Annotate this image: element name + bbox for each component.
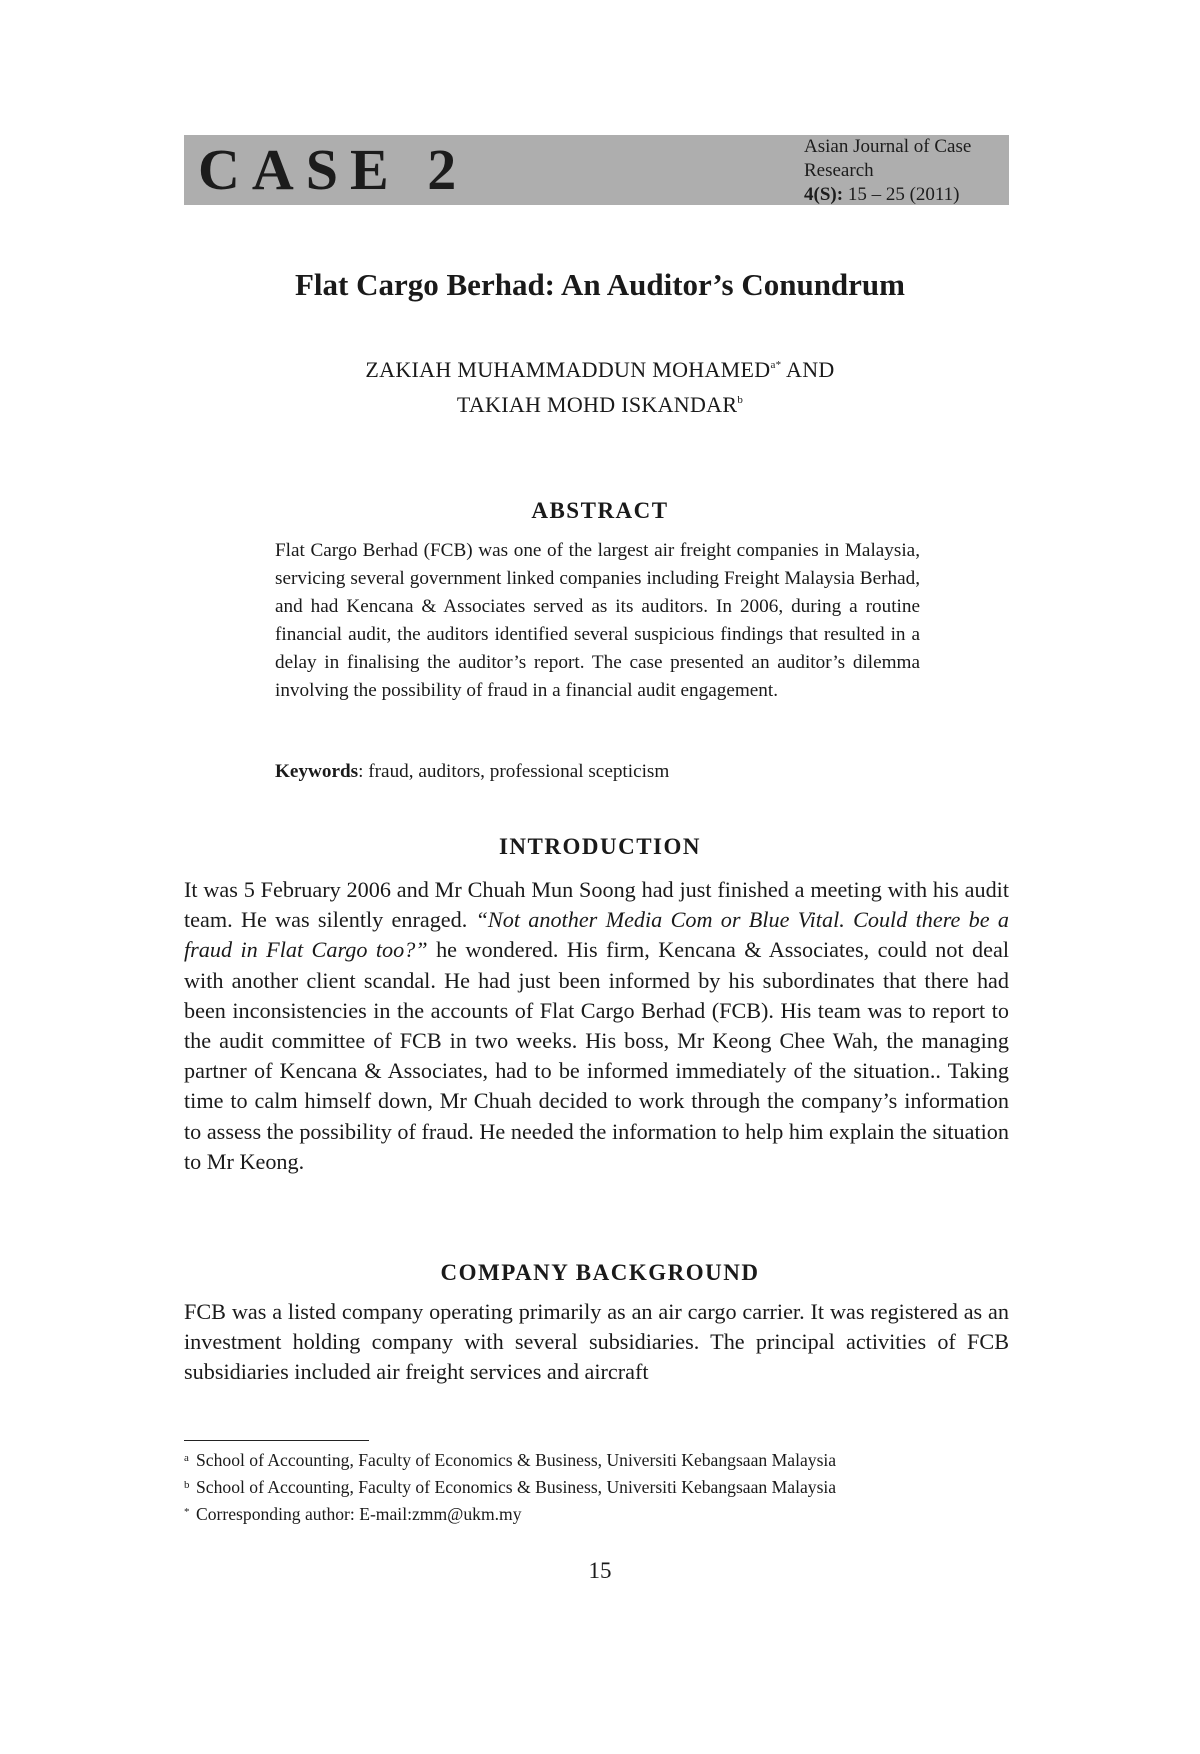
case-header-band (184, 135, 1009, 205)
paper-title: Flat Cargo Berhad: An Auditor’s Conundrum (294, 267, 905, 302)
footnote (184, 1500, 1009, 1527)
footnote-text: School of Accounting, Faculty of Economics & Business, Universiti Kebangsaan Malaysia (196, 1450, 837, 1470)
footnotes (184, 1446, 1009, 1527)
journal-volume: 4(S): (804, 184, 844, 205)
keywords-label: Keywords (275, 761, 359, 782)
journal-info (804, 135, 1004, 207)
introduction-body (184, 875, 1009, 1177)
journal-citation (804, 183, 1004, 207)
journal-name: Asian Journal of Case Research (804, 136, 972, 181)
author-line-1 (0, 350, 1200, 385)
introduction-text-end: he wondered. His firm, Kencana & Associates, could not deal with another client scandal. He had just been informed by his subordinates that there had been inconsistencies in the accounts of Flat Cargo Berhad (FCB). His team was to report to the audit committee of FCB in two weeks. His boss, Mr Keong Chee Wah, the managing partner of Kencana & Associates, had to be informed immediately of the situation.. Taking time to calm himself down, Mr Chuah decided to work through the company’s information to assess the possibility of fraud. He needed the information to help him explain the situation to Mr Keong. (184, 937, 1009, 1174)
abstract-body: Flat Cargo Berhad (FCB) was one of the largest air freight companies in Malaysia, servicing several government linked companies including Freight Malaysia Berhad, and had Kencana & Associates served as its auditors. In 2006, during a routine financial audit, the auditors identified several suspicious findings that resulted in a delay in finalising the auditor’s report. The case presented an auditor’s dilemma involving the possibility of fraud in a financial audit engagement. (275, 540, 920, 701)
page-number: 15 (588, 1558, 612, 1583)
author-line-2 (0, 385, 1200, 420)
author-list (0, 350, 1200, 420)
case-label: CASE 2 (198, 137, 469, 202)
company-background-heading: COMPANY BACKGROUND (440, 1260, 760, 1285)
footnote-text: School of Accounting, Faculty of Economics & Business, Universiti Kebangsaan Malaysia (196, 1477, 837, 1497)
company-background-body: FCB was a listed company operating primarily as an air cargo carrier. It was registered as an investment holding company with several subsidiaries. The principal activities of FCB subsidiaries included air freight services and aircraft (184, 1299, 1009, 1385)
introduction-quote: “Not another Media Com or Blue Vital. Could there be a fraud in Flat Cargo too?” (184, 907, 1009, 963)
footnote-text: Corresponding author: E-mail:zmm@ukm.my (196, 1504, 522, 1524)
author-affiliation-mark-2: b (737, 394, 744, 406)
keywords-list: : fraud, auditors, professional scepticism (358, 761, 670, 782)
keywords (275, 758, 920, 786)
footnote-divider (184, 1440, 369, 1441)
author-conjunction: AND (781, 357, 835, 382)
introduction-heading: INTRODUCTION (498, 834, 702, 859)
footnote-mark: * (184, 1506, 190, 1518)
author-affiliation-mark-1: a* (770, 359, 782, 371)
introduction-text-start: It was 5 February 2006 and Mr Chuah Mun Soong had just finished a meeting with his audit team. He was silently enraged. (184, 877, 1009, 933)
abstract-heading: ABSTRACT (531, 498, 669, 523)
footnote-mark: b (184, 1479, 190, 1491)
journal-pages-year: 15 – 25 (2011) (843, 184, 960, 205)
author-name-1: ZAKIAH MUHAMMADDUN MOHAMED (365, 357, 771, 382)
author-name-2: TAKIAH MOHD ISKANDAR (456, 392, 738, 417)
footnote-mark: a (184, 1452, 189, 1464)
footnote (184, 1473, 1009, 1500)
footnote (184, 1446, 1009, 1473)
